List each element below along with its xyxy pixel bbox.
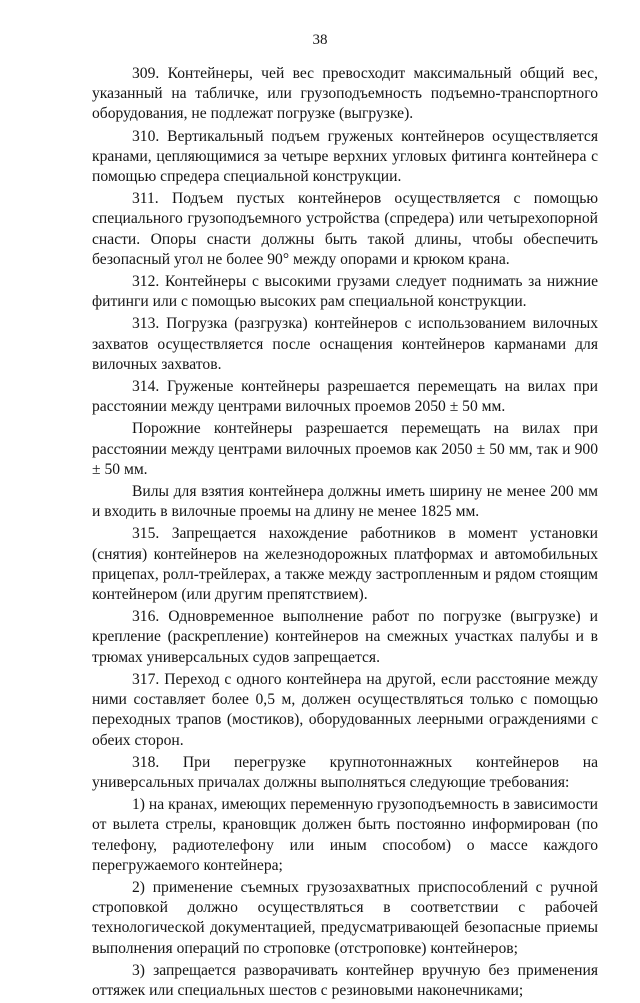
paragraph-314: 314. Груженые контейнеры разрешается перемещать на вилах при расстоянии между центрами вилочных проемов 2050 ± 50 мм. xyxy=(92,378,598,416)
paragraph-318-item-1: 1) на кранах, имеющих переменную грузоподъемность в зависимости от вылета стрелы, крановщик должен быть постоянно информирован (по телефону, радиотелефону или иным способом) о массе каждого перегружаемого контейнера; xyxy=(92,796,598,874)
paragraph-317: 317. Переход с одного контейнера на другой, если расстояние между ними составляет более 0,5 м, должен осуществляться только с помощью переходных трапов (мостиков), оборудованных леерными ограждениями с обеих сторон. xyxy=(92,670,598,749)
paragraph-318-item-2: 2) применение съемных грузозахватных приспособлений с ручной строповкой должно осуществляться в соответствии с рабочей технологической документацией, предусматривающей безопасные приемы выполнения операций по строповке (отстроповке) контейнеров; xyxy=(92,878,598,957)
paragraph-314-forks: Вилы для взятия контейнера должны иметь ширину не менее 200 мм и входить в вилочные проемы на длину не менее 1825 мм. xyxy=(92,483,598,521)
document-body xyxy=(92,64,598,1003)
page-number: 38 xyxy=(312,32,328,48)
paragraph-318: 318. При перегрузке крупнотоннажных контейнеров на универсальных причалах должны выполняться следующие требования: xyxy=(92,753,598,791)
paragraph-310: 310. Вертикальный подъем груженых контейнеров осуществляется кранами, цепляющимися за четыре верхних угловых фитинга контейнера с помощью спредера специальной конструкции. xyxy=(92,127,598,186)
paragraph-313: 313. Погрузка (разгрузка) контейнеров с использованием вилочных захватов осуществляется после оснащения контейнеров карманами для вилочных захватов. xyxy=(92,315,598,373)
paragraph-314-empty-containers: Порожние контейнеры разрешается перемещать на вилах при расстоянии между центрами вилочных проемов как 2050 ± 50 мм, так и 900 ± 50 мм. xyxy=(92,420,598,478)
paragraph-309: 309. Контейнеры, чей вес превосходит максимальный общий вес, указанный на табличке, или грузоподъемность подъемно-транспортного оборудования, не подлежат погрузке (выгрузке). xyxy=(92,65,598,123)
paragraph-312: 312. Контейнеры с высокими грузами следует поднимать за нижние фитинги или с помощью высоких рам специальной конструкции. xyxy=(92,273,598,311)
paragraph-311: 311. Подъем пустых контейнеров осуществляется с помощью специального грузоподъемного устройства (спредера) или четырехопорной снасти. Опоры снасти должны быть такой длины, чтобы обеспечить безопасный угол не более 90° между опорами и крюком крана. xyxy=(92,190,598,268)
paragraph-315: 315. Запрещается нахождение работников в момент установки (снятия) контейнеров на железнодорожных платформах и автомобильных прицепах, ролл-трейлерах, а также между застропленным и рядом стоящим контейнером (или другим препятствием). xyxy=(92,525,598,604)
paragraph-318-item-3: 3) запрещается разворачивать контейнер вручную без применения оттяжек или специальных шестов с резиновыми наконечниками; xyxy=(92,961,598,999)
paragraph-316: 316. Одновременное выполнение работ по погрузке (выгрузке) и крепление (раскрепление) контейнеров на смежных участках палубы и в трюмах универсальных судов запрещается. xyxy=(92,608,598,666)
